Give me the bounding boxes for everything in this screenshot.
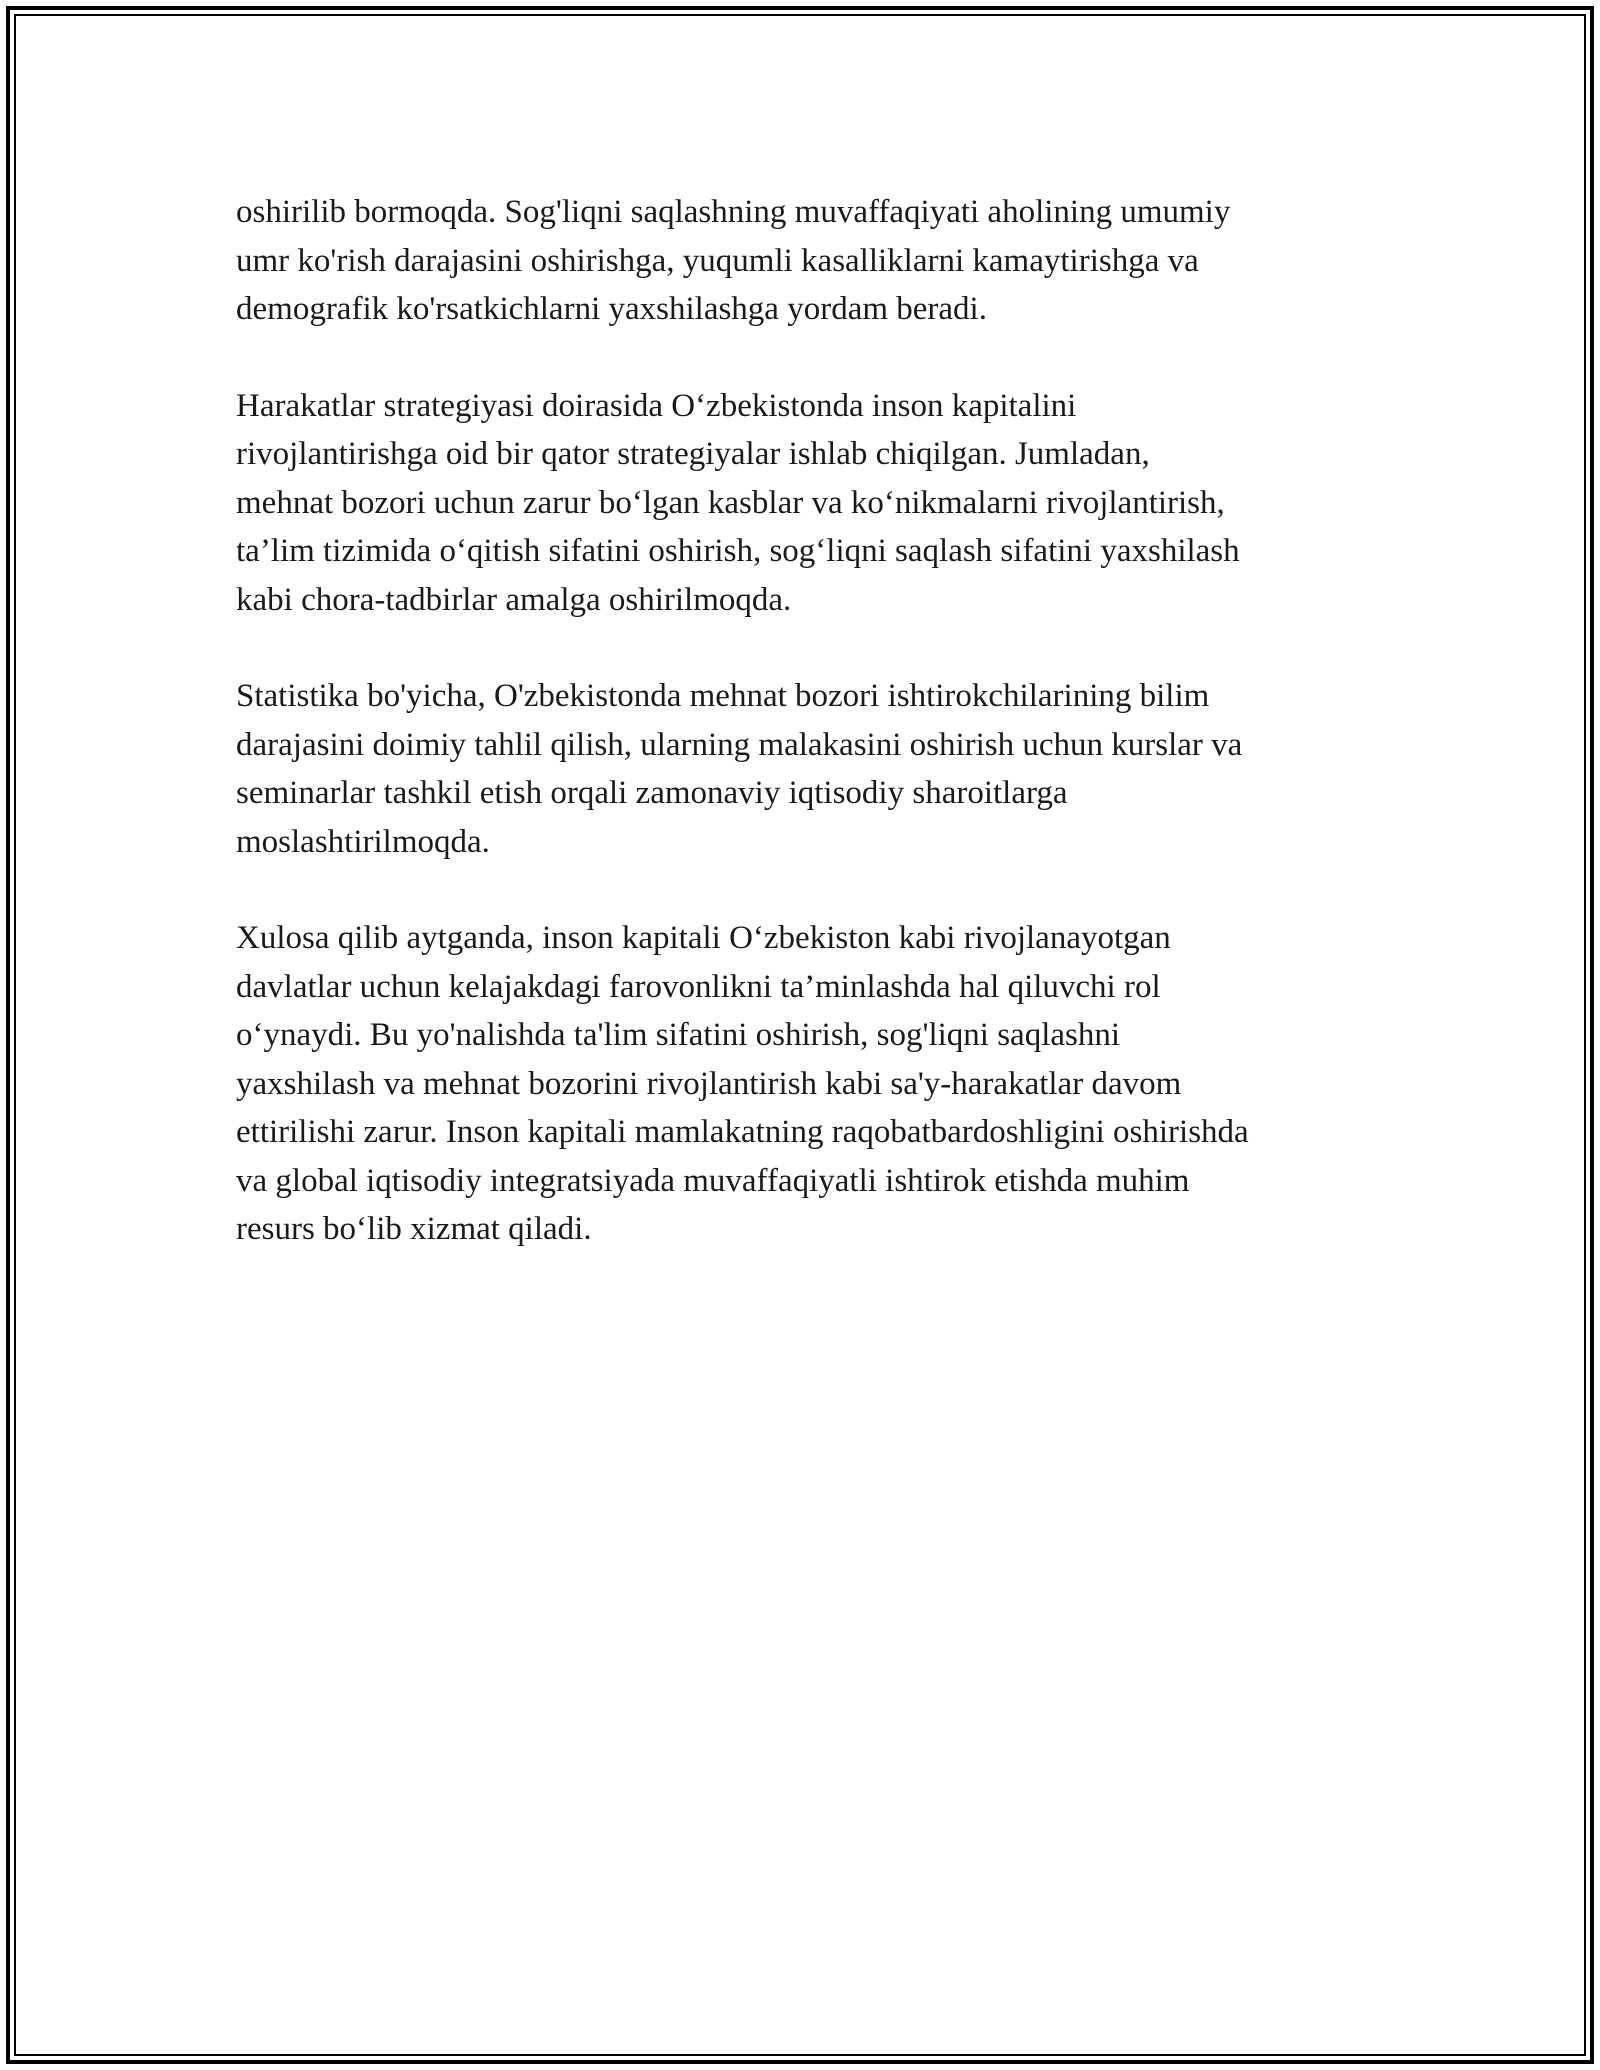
paragraph-health-outcomes: oshirilib bormoqda. Sog'liqni saqlashning muvaffaqiyati aholining umumiy umr ko'rish darajasini oshirishga, yuqumli kasalliklarni kamaytirishga va demografik ko'rsatkichlarni yaxshilashga yordam beradi. <box>236 194 1231 327</box>
paragraph-action-strategy: Harakatlar strategiyasi doirasida O‘zbekistonda inson kapitalini rivojlantirishga oid bir qator strategiyalar ishlab chiqilgan. Jumladan, mehnat bozori uchun zarur bo‘lgan kasblar va ko‘nikmalarni rivojlantirish, ta’lim tizimida o‘qitish sifatini oshirish, sog‘liqni saqlash sifatini yaxshilash kabi chora-tadbirlar amalga oshirilmoqda. <box>236 387 1240 618</box>
document-body <box>236 188 1376 1302</box>
paragraph-statistics: Statistika bo'yicha, O'zbekistonda mehnat bozori ishtirokchilarining bilim darajasini doimiy tahlil qilish, ularning malakasini oshirish uchun kurslar va seminarlar tashkil etish orqali zamonaviy iqtisodiy sharoitlarga moslashtirilmoqda. <box>236 678 1243 860</box>
paragraph-conclusion: Xulosa qilib aytganda, inson kapitali O‘zbekiston kabi rivojlanayotgan davlatlar uchun kelajakdagi farovonlikni ta’minlashda hal qiluvchi rol o‘ynaydi. Bu yo'nalishda ta'lim sifatini oshirish, sog'liqni saqlashni yaxshilash va mehnat bozorini rivojlantirish kabi sa'y-harakatlar davom ettirilishi zarur. Inson kapitali mamlakatning raqobatbardoshligini oshirishda va global iqtisodiy integratsiyada muvaffaqiyatli ishtirok etishda muhim resurs bo‘lib xizmat qiladi. <box>236 920 1249 1247</box>
